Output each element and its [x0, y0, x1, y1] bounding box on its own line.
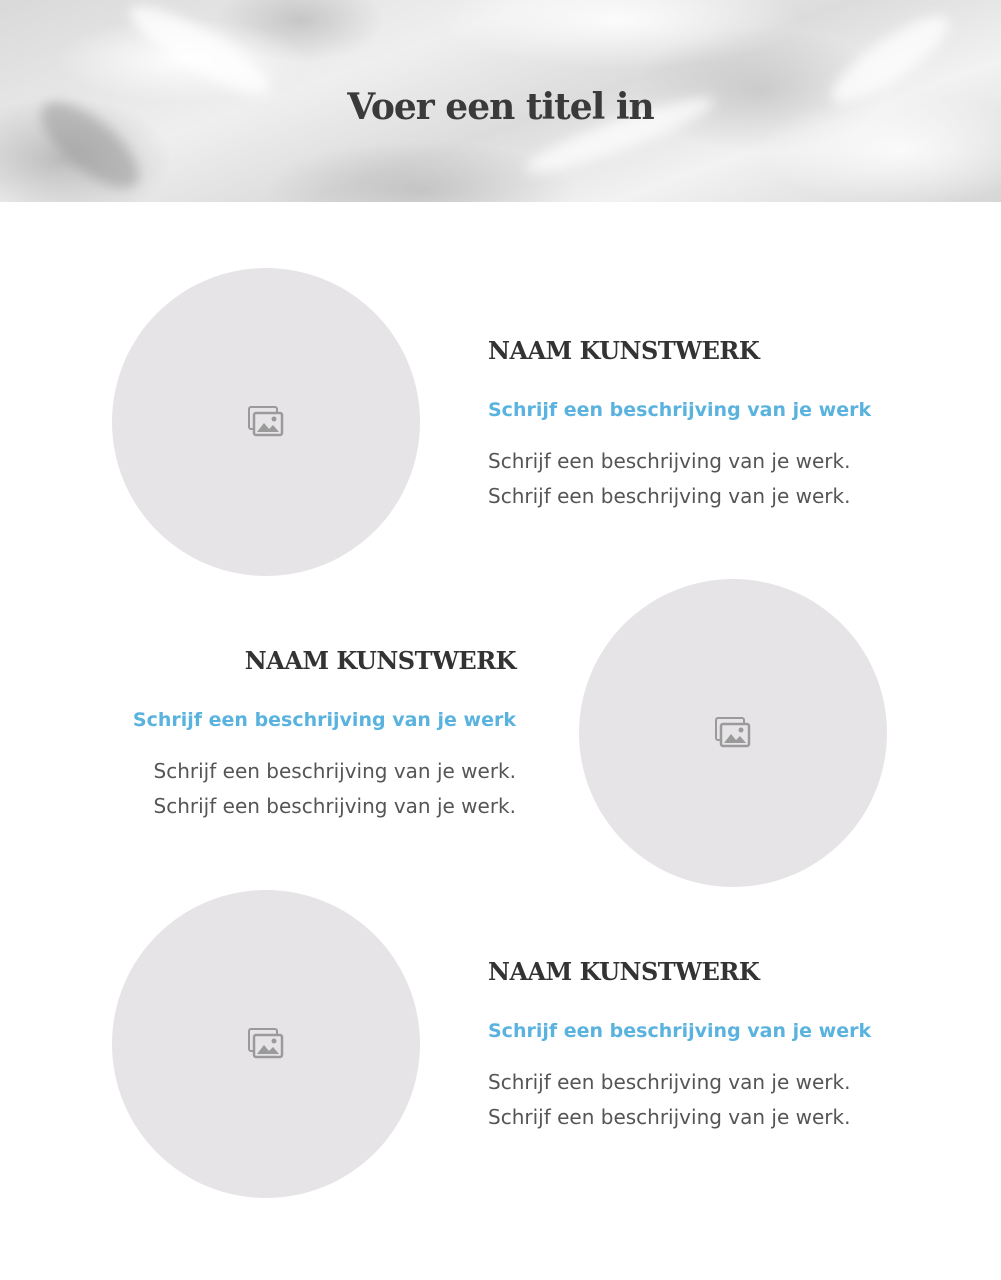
artwork-subtitle[interactable]: Schrijf een beschrijving van je werk	[132, 709, 516, 731]
artwork-image-placeholder[interactable]	[579, 579, 887, 887]
page-title[interactable]: Voer een titel in	[347, 86, 654, 128]
artwork-image-placeholder[interactable]	[112, 890, 420, 1198]
artwork-subtitle[interactable]: Schrijf een beschrijving van je werk	[488, 1020, 872, 1042]
artwork-name[interactable]: NAAM KUNSTWERK	[244, 646, 516, 675]
description-line: Schrijf een beschrijving van je werk.	[153, 794, 516, 818]
header-banner	[0, 0, 1001, 202]
artwork-subtitle[interactable]: Schrijf een beschrijving van je werk	[488, 399, 872, 421]
artwork-description[interactable]	[96, 754, 516, 824]
description-line: Schrijf een beschrijving van je werk.	[488, 1070, 851, 1094]
image-placeholder-icon	[248, 1028, 284, 1060]
image-placeholder-icon	[715, 717, 751, 749]
artwork-name[interactable]: NAAM KUNSTWERK	[488, 336, 760, 365]
artwork-description[interactable]	[488, 1065, 908, 1135]
image-placeholder-icon	[248, 406, 284, 438]
description-line: Schrijf een beschrijving van je werk.	[488, 449, 851, 473]
description-line: Schrijf een beschrijving van je werk.	[153, 759, 516, 783]
artwork-text-block	[96, 646, 516, 824]
description-line: Schrijf een beschrijving van je werk.	[488, 484, 851, 508]
artwork-text-block	[488, 336, 908, 514]
artwork-description[interactable]	[488, 444, 908, 514]
artwork-name[interactable]: NAAM KUNSTWERK	[488, 957, 760, 986]
description-line: Schrijf een beschrijving van je werk.	[488, 1105, 851, 1129]
artwork-image-placeholder[interactable]	[112, 268, 420, 576]
artwork-text-block	[488, 957, 908, 1135]
